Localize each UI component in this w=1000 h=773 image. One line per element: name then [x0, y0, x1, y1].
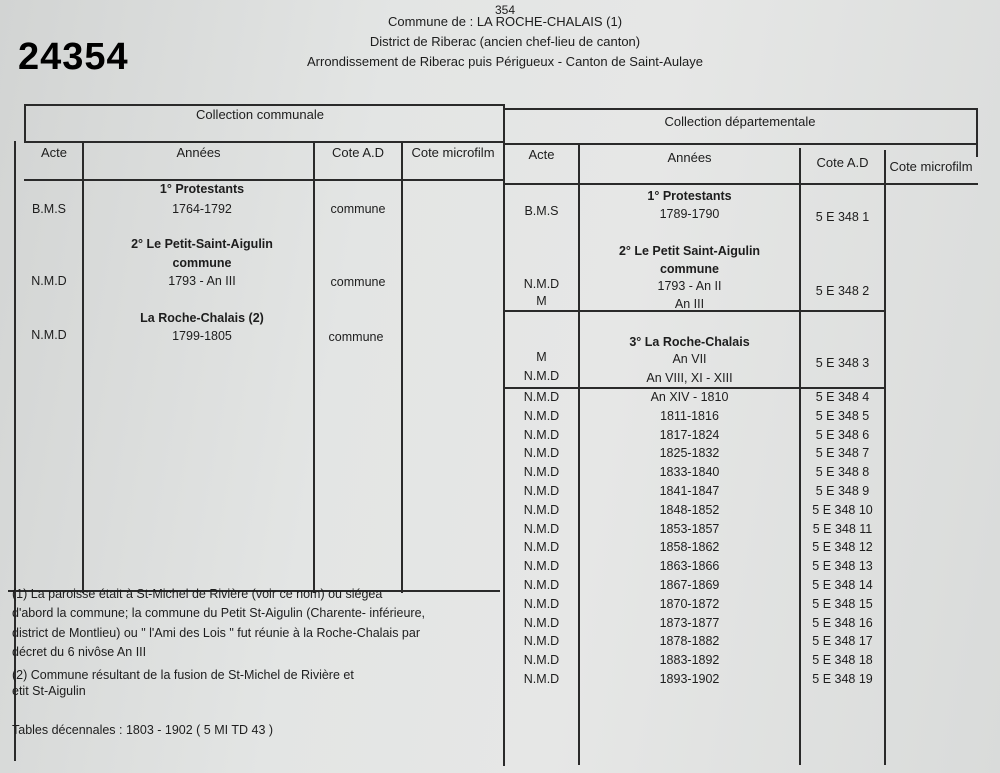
left-section-title: Collection communale [196, 107, 324, 122]
row-annees: 1878-1882 [659, 634, 720, 648]
row-annees: 1873-1877 [659, 616, 720, 630]
rule [503, 108, 978, 110]
row-cote: 5 E 348 14 [812, 578, 873, 592]
row-acte: N.M.D [523, 540, 560, 554]
right-section-title: Collection départementale [664, 114, 816, 129]
row-cote: 5 E 348 9 [815, 484, 870, 498]
row-annees: 1863-1866 [659, 559, 720, 573]
row-cote: 5 E 348 12 [812, 540, 873, 554]
left-cote: commune [330, 202, 386, 216]
row-acte: N.M.D [523, 634, 560, 648]
footnote-1-line: d'abord la commune; la commune du Petit St-Aigulin (Charente- inférieure, [12, 606, 426, 620]
rule [24, 179, 505, 181]
row-annees: 1858-1862 [659, 540, 720, 554]
row-cote: 5 E 348 5 [815, 409, 870, 423]
row-acte: N.M.D [523, 446, 560, 460]
rule [24, 104, 26, 143]
right-col-annees: Années [667, 150, 712, 165]
row-cote: 5 E 348 17 [812, 634, 873, 648]
row-cote: 5 E 348 4 [815, 390, 870, 404]
row-annees: 1867-1869 [659, 578, 720, 592]
row-acte: N.M.D [523, 672, 560, 686]
footnote-1-line: (1) La paroisse était à St-Michel de Rivière (voir ce nom) ou siégea [12, 587, 383, 601]
right-annees: 1793 - An II [657, 279, 722, 293]
right-cote: 5 E 348 1 [815, 210, 870, 224]
right-acte: N.M.D [523, 277, 560, 291]
left-col-cote-microfilm: Cote microfilm [411, 145, 495, 160]
row-annees: 1883-1892 [659, 653, 720, 667]
row-acte: N.M.D [523, 522, 560, 536]
left-group-title: 1° Protestants [159, 182, 245, 196]
row-cote: 5 E 348 7 [815, 446, 870, 460]
right-cote: 5 E 348 2 [815, 284, 870, 298]
footnote-2-line: (2) Commune résultant de la fusion de St-Michel de Rivière et [12, 668, 354, 682]
right-col-cote-microfilm: Cote microfilm [889, 159, 973, 174]
rule [24, 141, 505, 143]
row-cote: 5 E 348 13 [812, 559, 873, 573]
row-annees: 1853-1857 [659, 522, 720, 536]
row-acte: N.M.D [523, 503, 560, 517]
footnote-1-line: district de Montlieu) ou " l'Ami des Lois " fut réunie à la Roche-Chalais par [12, 626, 420, 640]
rule [503, 143, 978, 145]
row-annees: 1833-1840 [659, 465, 720, 479]
left-group-title: La Roche-Chalais (2) [140, 311, 264, 325]
row-annees: 1848-1852 [659, 503, 720, 517]
row-acte: N.M.D [523, 597, 560, 611]
row-cote: 5 E 348 19 [812, 672, 873, 686]
rule [976, 108, 978, 157]
right-acte: M [536, 294, 547, 308]
row-acte: N.M.D [523, 390, 560, 404]
left-cote: commune [328, 330, 384, 344]
row-annees: 1825-1832 [659, 446, 720, 460]
row-acte: N.M.D [523, 578, 560, 592]
right-group-title: 2° Le Petit Saint-Aigulin [618, 244, 761, 258]
right-acte: N.M.D [523, 369, 560, 383]
row-acte: N.M.D [523, 465, 560, 479]
row-acte: N.M.D [523, 409, 560, 423]
header-commune: Commune de : LA ROCHE-CHALAIS (1) [387, 14, 623, 29]
right-annees: An VIII, XI - XIII [646, 371, 733, 385]
row-annees: 1811-1816 [660, 409, 719, 423]
page-number: 354 [494, 3, 516, 17]
left-annees: 1793 - An III [168, 274, 236, 288]
left-annees: 1764-1792 [172, 202, 232, 216]
left-col-annees: Années [176, 145, 221, 160]
row-cote: 5 E 348 15 [812, 597, 873, 611]
right-group-title: 3° La Roche-Chalais [629, 335, 750, 349]
left-cote: commune [330, 275, 386, 289]
row-cote: 5 E 348 10 [812, 503, 873, 517]
row-cote: 5 E 348 8 [815, 465, 870, 479]
row-annees: 1870-1872 [659, 597, 720, 611]
right-acte: B.M.S [524, 204, 559, 218]
footnote-1-line: décret du 6 nivôse An III [12, 645, 147, 659]
left-group-title: 2° Le Petit-Saint-Aigulin [131, 237, 273, 251]
right-group-title: commune [659, 262, 720, 276]
rule [401, 141, 403, 593]
row-acte: N.M.D [523, 484, 560, 498]
right-annees: An III [674, 297, 705, 311]
row-annees: 1893-1902 [659, 672, 720, 686]
header-arrondissement: Arrondissement de Riberac puis Périgueux - Canton de Saint-Aulaye [307, 54, 703, 69]
right-acte: M [536, 350, 547, 364]
left-acte: N.M.D [31, 274, 67, 288]
right-cote: 5 E 348 3 [815, 356, 870, 370]
row-cote: 5 E 348 18 [812, 653, 873, 667]
row-cote: 5 E 348 6 [815, 428, 870, 442]
left-col-acte: Acte [40, 145, 67, 160]
right-annees: 1789-1790 [659, 207, 720, 221]
right-group-title: 1° Protestants [647, 189, 732, 203]
rule [24, 104, 505, 106]
row-acte: N.M.D [523, 559, 560, 573]
left-group-title: commune [172, 256, 232, 270]
row-acte: N.M.D [523, 616, 560, 630]
row-annees: An XIV - 1810 [650, 390, 729, 404]
row-acte: N.M.D [523, 428, 560, 442]
rule [884, 150, 886, 765]
right-annees: An VII [672, 352, 707, 366]
left-col-cote-ad: Cote A.D [331, 145, 385, 160]
rule [503, 183, 978, 185]
left-acte: B.M.S [31, 202, 67, 216]
document-id-stamp: 24354 [18, 36, 129, 78]
right-col-cote-ad: Cote A.D [816, 155, 869, 170]
rule [503, 387, 885, 389]
row-cote: 5 E 348 11 [812, 522, 873, 536]
row-annees: 1841-1847 [659, 484, 720, 498]
row-annees: 1817-1824 [659, 428, 720, 442]
right-col-acte: Acte [528, 147, 555, 162]
footnote-2-line: etit St-Aigulin [12, 684, 86, 698]
header-district: District de Riberac (ancien chef-lieu de canton) [369, 34, 641, 49]
tables-decennales: Tables décennales : 1803 - 1902 ( 5 MI TD 43 ) [12, 723, 274, 737]
left-annees: 1799-1805 [172, 329, 232, 343]
row-acte: N.M.D [523, 653, 560, 667]
left-acte: N.M.D [31, 328, 67, 342]
row-cote: 5 E 348 16 [812, 616, 873, 630]
